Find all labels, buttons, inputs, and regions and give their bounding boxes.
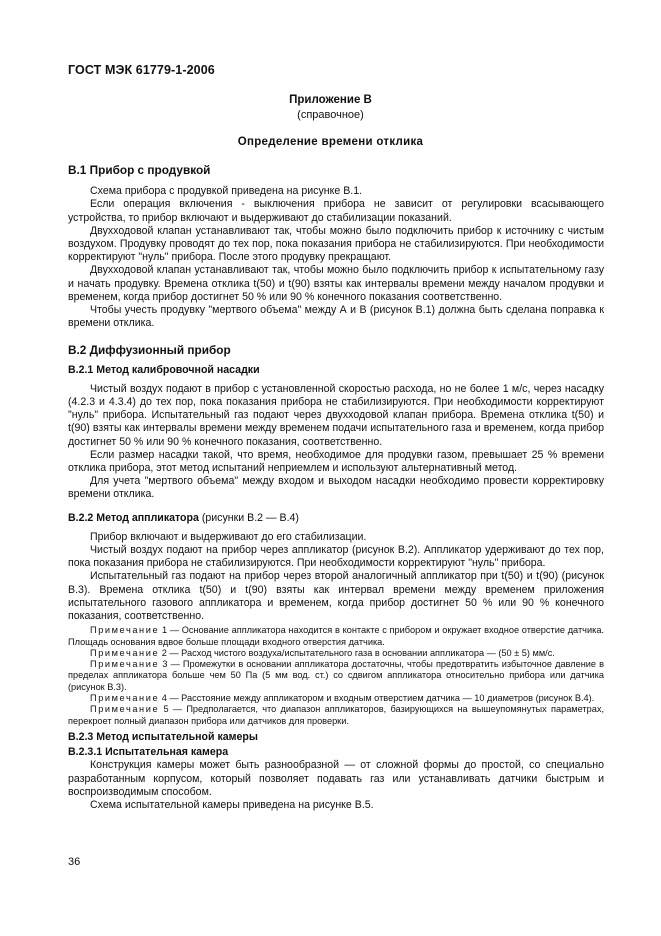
section-b22-title: В.2.2 Метод аппликатора (68, 511, 199, 524)
paragraph: Если размер насадки такой, что время, необходимое для продувки газом, превышает 25 % времени отклика прибора, этот метод испытаний неприемлем и используют альтернативный метод. (68, 448, 604, 475)
paragraph: Прибор включают и выдерживают до его стабилизации. (90, 530, 367, 543)
note-label: Примечание (90, 659, 160, 670)
note-label: Примечание (90, 693, 160, 704)
appendix-subtitle: (справочное) (297, 109, 364, 121)
appendix-title: Приложение В (289, 94, 372, 106)
paragraph: Чистый воздух подают на прибор через аппликатор (рисунок В.2). Аппликатор удерживают до тех пор, пока показания прибора не стабилизируются. При необходимости корректируют "нуль" прибора. (68, 544, 604, 570)
note-text: — Промежутки в основании аппликатора достаточны, чтобы предотвратить избыточное давление в пределах аппликатора больше чем 50 Па (5 мм вод. ст.) со сдвигом аппликатора относительно прибора или датчика (рисунок В.3). (68, 659, 604, 692)
note-number: 5 (163, 704, 169, 715)
paragraph: Чистый воздух подают в прибор с установленной скоростью расхода, но не более 1 м/с, через насадку (4.2.3 и 4.3.4) до тех пор, пока показания прибора не стабилизируются. При необходимости корректируют "нуль" прибора. Испытательный газ подают через двухходовой клапан прибора. Времена отклика t(50) и t(90) взяты как интервалы времени между временем подачи испытательного газа и временем, когда прибор достигнет 50 % или 90 % конечного показания, соответственно. (68, 382, 604, 448)
note-number: 4 (161, 693, 167, 704)
note-text: — Предполагается, что диапазон аппликаторов, базирующихся на вышеупомянутых параметрах, перекроет полный диапазон прибора или датчиков для проверки. (68, 704, 604, 726)
note-item (68, 659, 604, 693)
note-text: — Основание аппликатора находится в контакте с прибором и окружает входное отверстие датчика. Площадь основания вдвое больше площади входного отверстия датчика. (68, 625, 604, 647)
section-b22-heading (68, 512, 604, 525)
note-item (68, 648, 604, 659)
section-b21-heading: В.2.1 Метод калибровочной насадки (68, 363, 260, 376)
note-item (68, 704, 604, 727)
paragraph: Испытательный газ подают на прибор через второй аналогичный аппликатор при t(50) и t(90) (рисунок В.3). Времена отклика t(50) и t(90) взяты как интервал времени между временем приложения испытательного газового аппликатора и временем, когда прибор достигнет 50 % или 90 % конечного показания, соответственно. (68, 570, 604, 623)
note-label: Примечание (90, 704, 160, 715)
note-number: 1 (161, 625, 168, 636)
appendix-heading: Определение времени отклика (237, 136, 424, 148)
note-label: Примечание (90, 625, 160, 636)
note-text: — Расстояние между аппликатором и входным отверстием датчика — 10 диаметров (рисунок В.4). (169, 693, 595, 704)
note-item (68, 625, 604, 648)
note-item (68, 693, 604, 704)
note-label: Примечание (90, 647, 160, 658)
note-number: 2 (161, 647, 167, 658)
notes-block (68, 625, 604, 727)
note-number: 3 (162, 659, 168, 670)
note-text: — Расход чистого воздуха/испытательного газа в основании аппликатора — (50 ± 5) мм/с. (169, 647, 555, 658)
page-number: 36 (68, 856, 81, 868)
paragraph: Конструкция камеры может быть разнообразной — от сложной формы до простой, со специально разработанным корпусом, который позволяет подавать газ или устанавливать датчики быстрым и воспроизводимым способом. (68, 759, 604, 798)
section-b23-heading: В.2.3 Метод испытательной камеры (68, 730, 258, 743)
paragraph: Чтобы учесть продувку "мертвого объема" между А и В (рисунок В.1) должна быть сделана поправка к времени отклика. (68, 304, 604, 330)
section-b2-heading: В.2 Диффузионный прибор (68, 343, 231, 358)
standard-designation: ГОСТ МЭК 61779-1-2006 (68, 63, 215, 77)
paragraph: Схема прибора с продувкой приведена на рисунке В.1. (90, 185, 363, 198)
section-b231-heading: В.2.3.1 Испытательная камера (68, 746, 229, 759)
paragraph: Схема испытательной камеры приведена на рисунке В.5. (90, 798, 374, 811)
section-b1-heading: В.1 Прибор с продувкой (68, 163, 211, 177)
paragraph: Для учета "мертвого объема" между входом и выходом насадки необходимо провести корректировку времени отклика. (68, 475, 604, 501)
section-b22-suffix: (рисунки В.2 — В.4) (198, 511, 299, 524)
paragraph: Двухходовой клапан устанавливают так, чтобы можно было подключить прибор к источнику с чистым воздухом. Продувку проводят до тех пор, пока показания прибора не стабилизируются. При необходимости корректируют "нуль" прибора. После этого продувку прекращают. (68, 224, 604, 264)
document-body (68, 164, 604, 812)
paragraph: Если операция включения - выключения прибора не зависит от регулировки всасывающего устройства, то прибор включают и выдерживают до стабилизации показаний. (68, 198, 604, 224)
paragraph: Двухходовой клапан устанавливают так, чтобы можно было подключить прибор к испытательному газу и начать продувку. Времена отклика t(50) и t(90) взяты как интервалы времени между началом продувки и временем, когда прибор достигнет 50 % или 90 % конечного показания соответственно. (68, 264, 604, 303)
